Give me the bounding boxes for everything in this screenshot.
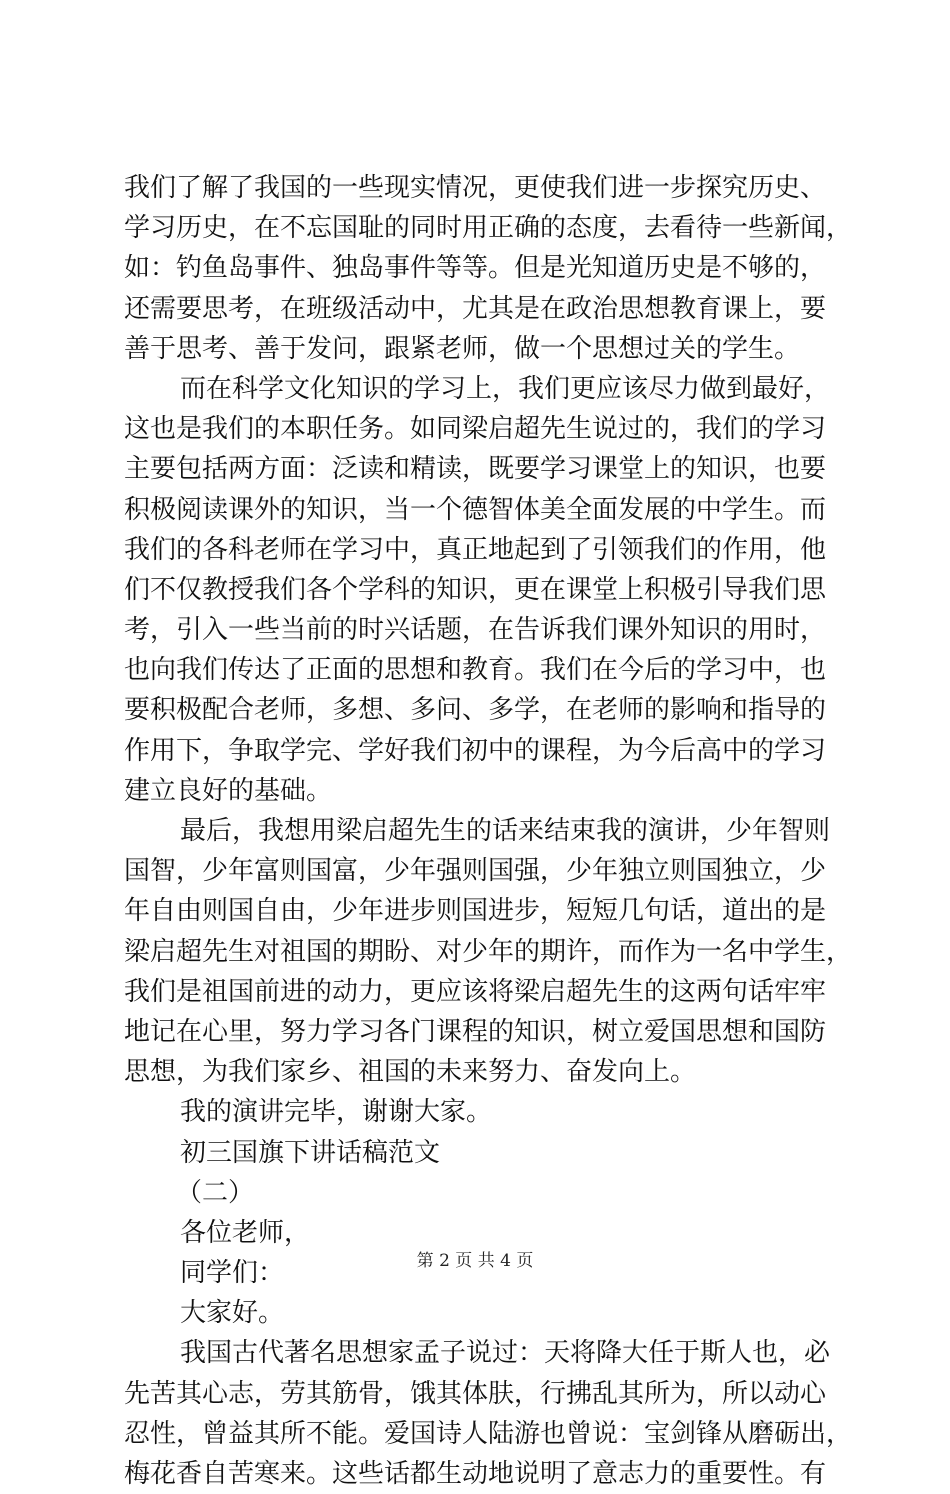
body-line: 学习历史，在不忘国耻的同时用正确的态度，去看待一些新闻， xyxy=(124,213,853,244)
section-title: 初三国旗下讲话稿范文 xyxy=(180,1137,441,1168)
document-body xyxy=(124,168,853,1494)
body-line: 们不仅教授我们各个学科的知识，更在课堂上积极引导我们思 xyxy=(124,574,827,605)
body-line: 我们是祖国前进的动力，更应该将梁启超先生的这两句话牢牢 xyxy=(124,976,827,1007)
body-line: 善于思考、善于发问，跟紧老师，做一个思想过关的学生。 xyxy=(124,333,801,364)
body-line: 最后，我想用梁启超先生的话来结束我的演讲，少年智则 xyxy=(180,816,831,846)
body-line: 建立良好的基础。 xyxy=(124,775,333,806)
body-line: 思想，为我们家乡、祖国的未来努力、奋发向上。 xyxy=(124,1057,697,1088)
page-footer: 第 2 页 共 4 页 xyxy=(416,1251,534,1271)
body-line: 我的演讲完毕，谢谢大家。 xyxy=(180,1097,493,1128)
body-line: 梁启超先生对祖国的期盼、对少年的期许，而作为一名中学生， xyxy=(124,936,853,967)
body-line: 如：钓鱼岛事件、独岛事件等等。但是光知道历史是不够的， xyxy=(124,253,827,284)
body-line: 先苦其心志，劳其筋骨，饿其体肤，行拂乱其所为，所以动心 xyxy=(124,1378,827,1409)
body-line: 要积极配合老师，多想、多问、多学，在老师的影响和指导的 xyxy=(124,695,827,726)
body-line: 也向我们传达了正面的思想和教育。我们在今后的学习中，也 xyxy=(124,655,827,686)
body-line: 主要包括两方面：泛读和精读，既要学习课堂上的知识，也要 xyxy=(124,454,827,485)
body-line: 而在科学文化知识的学习上，我们更应该尽力做到最好， xyxy=(180,373,831,404)
body-line: 还需要思考，在班级活动中，尤其是在政治思想教育课上，要 xyxy=(124,293,827,324)
greeting-line: 大家好。 xyxy=(180,1298,285,1329)
body-line: 我国古代著名思想家孟子说过：天将降大任于斯人也，必 xyxy=(180,1338,831,1369)
body-line: 这也是我们的本职任务。如同梁启超先生说过的，我们的学习 xyxy=(124,414,827,445)
greeting-line: 各位老师， xyxy=(180,1217,311,1248)
body-line: 我们的各科老师在学习中，真正地起到了引领我们的作用，他 xyxy=(124,534,827,565)
body-line: 国智，少年富则国富，少年强则国强，少年独立则国独立，少 xyxy=(124,856,827,887)
body-line: 忍性，曾益其所不能。爱国诗人陆游也曾说：宝剑锋从磨砺出， xyxy=(124,1418,853,1449)
greeting-line: 同学们： xyxy=(180,1258,285,1289)
body-line: 考，引入一些当前的时兴话题，在告诉我们课外知识的用时， xyxy=(124,615,827,646)
body-line: 作用下，争取学完、学好我们初中的课程，为今后高中的学习 xyxy=(124,735,827,766)
body-line: 我们了解了我国的一些现实情况，更使我们进一步探究历史、 xyxy=(124,173,827,203)
section-number: （二） xyxy=(176,1177,255,1208)
body-line: 梅花香自苦寒来。这些话都生动地说明了意志力的重要性。有 xyxy=(124,1459,827,1489)
body-line: 积极阅读课外的知识，当一个德智体美全面发展的中学生。而 xyxy=(124,494,827,525)
body-line: 年自由则国自由，少年进步则国进步，短短几句话，道出的是 xyxy=(124,896,827,927)
body-line: 地记在心里，努力学习各门课程的知识，树立爱国思想和国防 xyxy=(124,1016,827,1047)
